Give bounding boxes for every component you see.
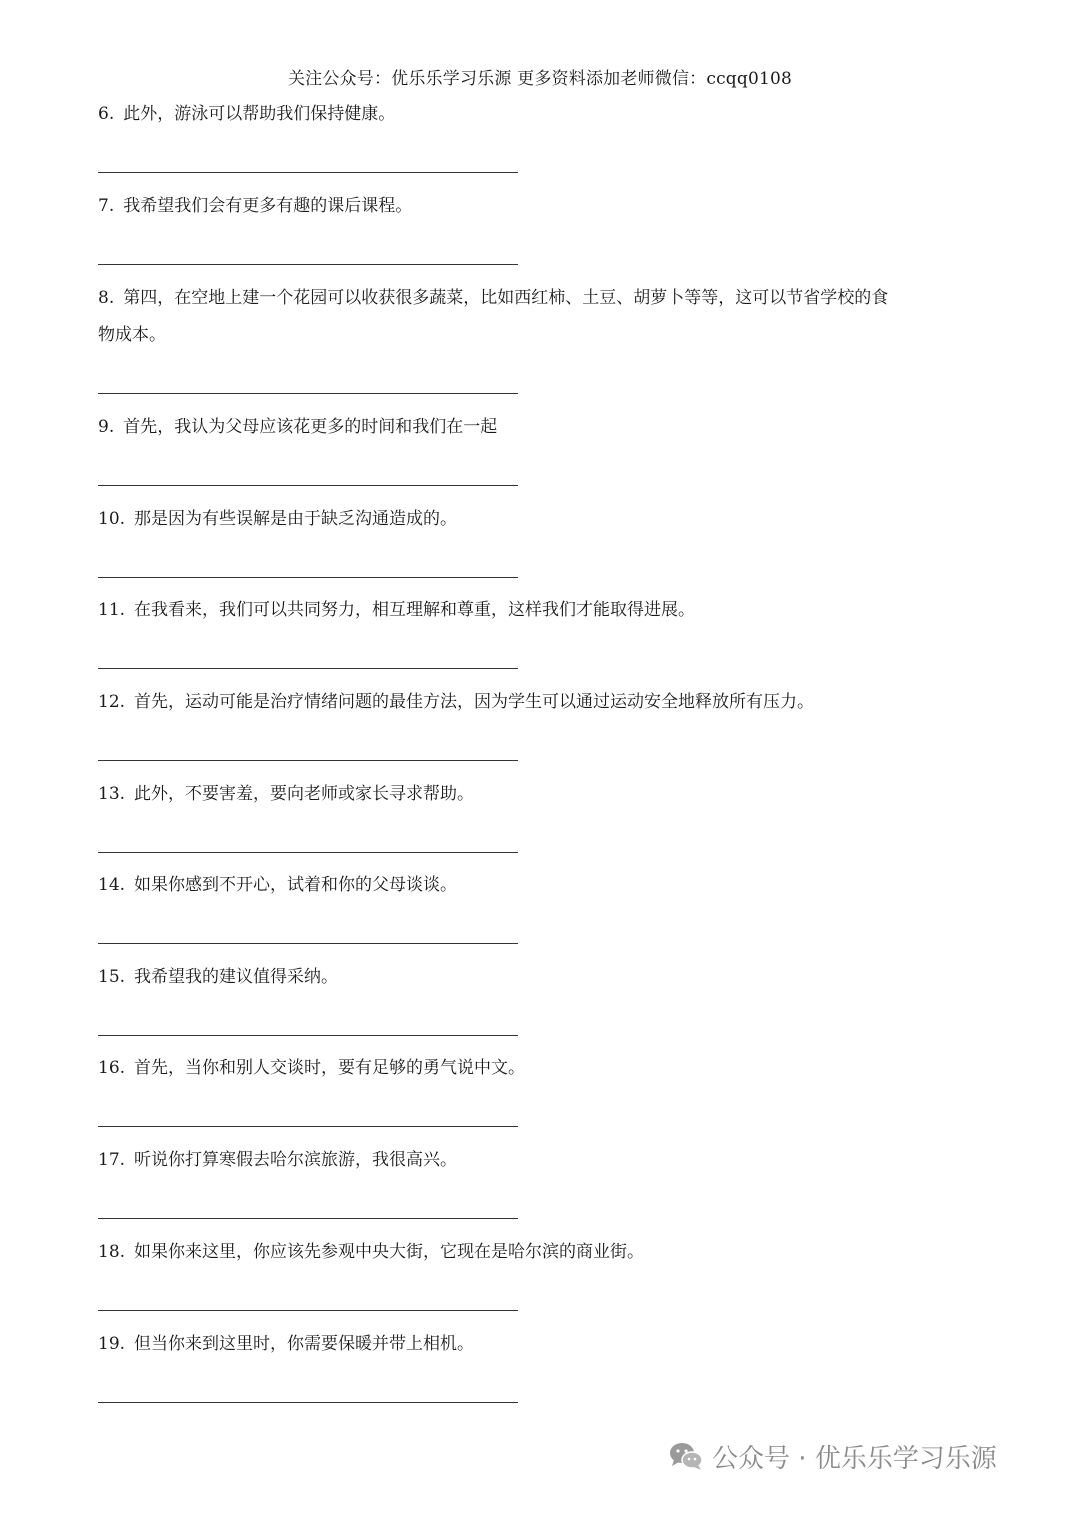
question-item xyxy=(98,592,988,629)
question-item xyxy=(98,280,988,354)
question-item xyxy=(98,684,988,721)
question-text: 我希望我的建议值得采纳。 xyxy=(134,967,339,987)
question-text: 此外，不要害羞，要向老师或家长寻求帮助。 xyxy=(134,784,475,804)
question-text: 首先，我认为父母应该花更多的时间和我们在一起 xyxy=(123,417,498,437)
question-number: 10. xyxy=(98,509,126,529)
question-item xyxy=(98,1234,988,1271)
answer-line[interactable] xyxy=(98,172,518,173)
question-number: 18. xyxy=(98,1242,126,1262)
question-text: 在我看来，我们可以共同努力，相互理解和尊重，这样我们才能取得进展。 xyxy=(134,600,696,620)
question-text: 物成本。 xyxy=(98,325,166,345)
question-text: 第四，在空地上建一个花园可以收获很多蔬菜，比如西红柿、土豆、胡萝卜等等，这可以节省学校的食 xyxy=(123,288,889,308)
page-header: 关注公众号：优乐乐学习乐源 更多资料添加老师微信：ccqq0108 xyxy=(287,69,793,89)
question-number: 11. xyxy=(98,600,126,620)
wechat-icon xyxy=(668,1440,704,1472)
question-number: 15. xyxy=(98,967,126,987)
question-item xyxy=(98,1050,988,1087)
question-text: 那是因为有些误解是由于缺乏沟通造成的。 xyxy=(134,509,458,529)
question-text: 听说你打算寒假去哈尔滨旅游，我很高兴。 xyxy=(134,1150,458,1170)
question-text: 首先，当你和别人交谈时，要有足够的勇气说中文。 xyxy=(134,1058,526,1078)
question-text: 此外，游泳可以帮助我们保持健康。 xyxy=(123,104,396,124)
question-text: 如果你感到不开心，试着和你的父母谈谈。 xyxy=(134,875,458,895)
answer-line[interactable] xyxy=(98,485,518,486)
question-text: 如果你来这里，你应该先参观中央大街，它现在是哈尔滨的商业街。 xyxy=(134,1242,645,1262)
question-text: 首先，运动可能是治疗情绪问题的最佳方法，因为学生可以通过运动安全地释放所有压力。 xyxy=(134,692,815,712)
question-item xyxy=(98,409,988,446)
question-number: 12. xyxy=(98,692,126,712)
question-item xyxy=(98,959,988,996)
footer-text: 公众号 · 优乐乐学习乐源 xyxy=(712,1443,997,1474)
question-number: 16. xyxy=(98,1058,126,1078)
question-number: 13. xyxy=(98,784,126,804)
question-item xyxy=(98,776,988,813)
answer-line[interactable] xyxy=(98,852,518,853)
question-item xyxy=(98,1326,988,1363)
question-number: 9. xyxy=(98,417,115,437)
answer-line[interactable] xyxy=(98,668,518,669)
question-text: 但当你来到这里时，你需要保暖并带上相机。 xyxy=(134,1334,475,1354)
answer-line[interactable] xyxy=(98,943,518,944)
question-item xyxy=(98,1142,988,1179)
answer-line[interactable] xyxy=(98,1402,518,1403)
answer-line[interactable] xyxy=(98,393,518,394)
question-number: 14. xyxy=(98,875,126,895)
answer-line[interactable] xyxy=(98,760,518,761)
question-number: 17. xyxy=(98,1150,126,1170)
question-text: 我希望我们会有更多有趣的课后课程。 xyxy=(123,196,413,216)
question-item xyxy=(98,188,988,225)
question-number: 19. xyxy=(98,1334,126,1354)
footer-watermark xyxy=(668,1436,997,1476)
answer-line[interactable] xyxy=(98,1126,518,1127)
question-number: 7. xyxy=(98,196,115,216)
question-number: 6. xyxy=(98,104,115,124)
answer-line[interactable] xyxy=(98,577,518,578)
answer-line[interactable] xyxy=(98,1218,518,1219)
answer-line[interactable] xyxy=(98,1310,518,1311)
question-item xyxy=(98,867,988,904)
question-item xyxy=(98,501,988,538)
answer-line[interactable] xyxy=(98,264,518,265)
question-item xyxy=(98,96,988,133)
answer-line[interactable] xyxy=(98,1035,518,1036)
question-number: 8. xyxy=(98,288,115,308)
